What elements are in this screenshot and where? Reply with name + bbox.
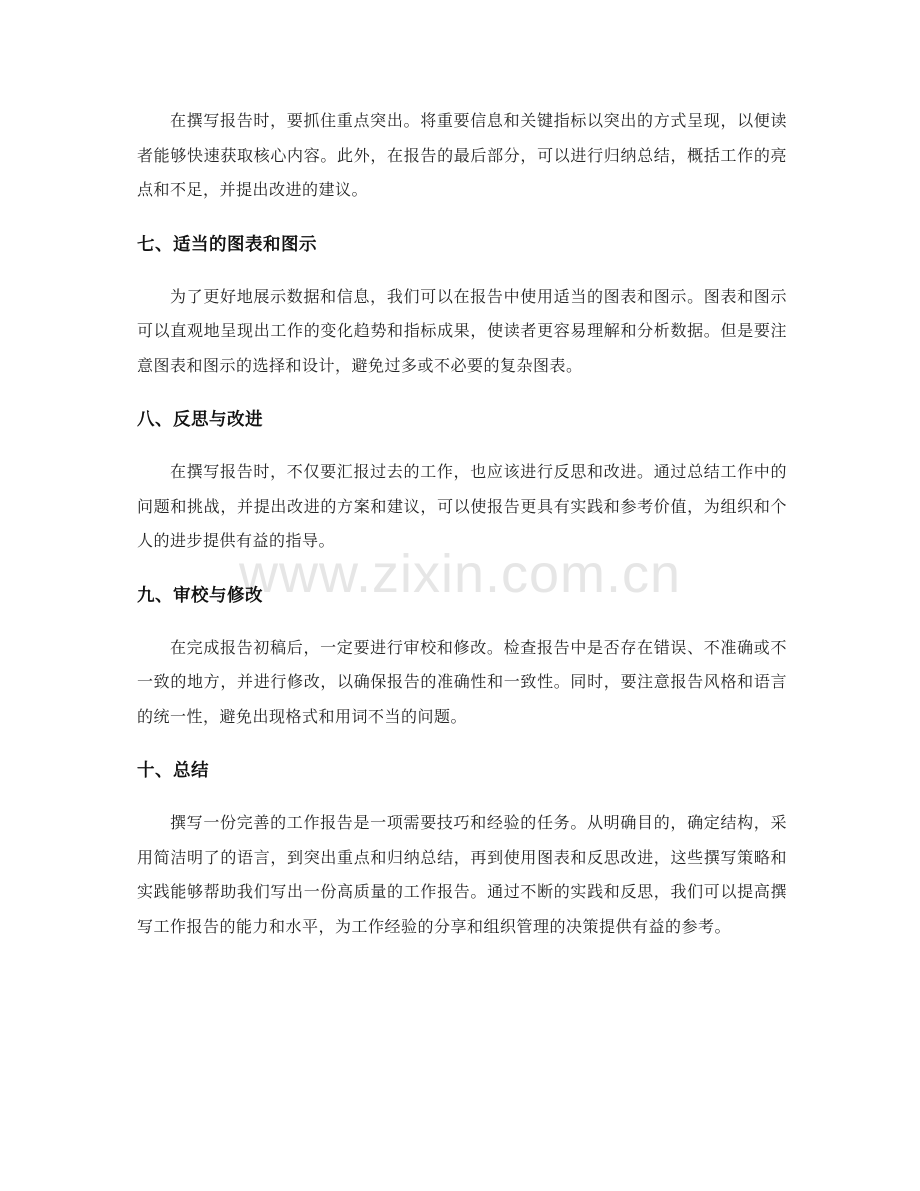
section-9-paragraph: 在完成报告初稿后，一定要进行审校和修改。检查报告中是否存在错误、不准确或不一致的地方，并进行修改，以确保报告的准确性和一致性。同时，要注意报告风格和语言的统一性，避免出现格式和用词不当的问题。 <box>137 637 787 726</box>
watermark: www.zixin.com.cn <box>238 544 682 604</box>
intro-paragraph: 在撰写报告时，要抓住重点突出。将重要信息和关键指标以突出的方式呈现，以便读者能够快速获取核心内容。此外，在报告的最后部分，可以进行归纳总结，概括工作的亮点和不足，并提出改进的建议。 <box>137 111 787 199</box>
section-8-heading: 八、反思与改进 <box>137 410 263 430</box>
section-7-heading: 七、适当的图表和图示 <box>137 234 317 255</box>
section-10-paragraph: 撰写一份完善的工作报告是一项需要技巧和经验的任务。从明确目的，确定结构，采用简洁明了的语言，到突出重点和归纳总结，再到使用图表和反思改进，这些撰写策略和实践能够帮助我们写出一份高质量的工作报告。通过不断的实践和反思，我们可以提高撰写工作报告的能力和水平，为工作经验的分享和组织管理的决策提供有益的参考。 <box>137 813 787 936</box>
section-8-paragraph: 在撰写报告时，不仅要汇报过去的工作，也应该进行反思和改进。通过总结工作中的问题和挑战，并提出改进的方案和建议，可以使报告更具有实践和参考价值，为组织和个人的进步提供有益的指导。 <box>137 462 787 550</box>
section-10-heading: 十、总结 <box>137 761 209 781</box>
section-7-paragraph: 为了更好地展示数据和信息，我们可以在报告中使用适当的图表和图示。图表和图示可以直观地呈现出工作的变化趋势和指标成果，使读者更容易理解和分析数据。但是要注意图表和图示的选择和设计，避免过多或不必要的复杂图表。 <box>137 286 787 375</box>
section-9-heading: 九、审校与修改 <box>137 585 263 606</box>
document-page <box>137 104 787 944</box>
